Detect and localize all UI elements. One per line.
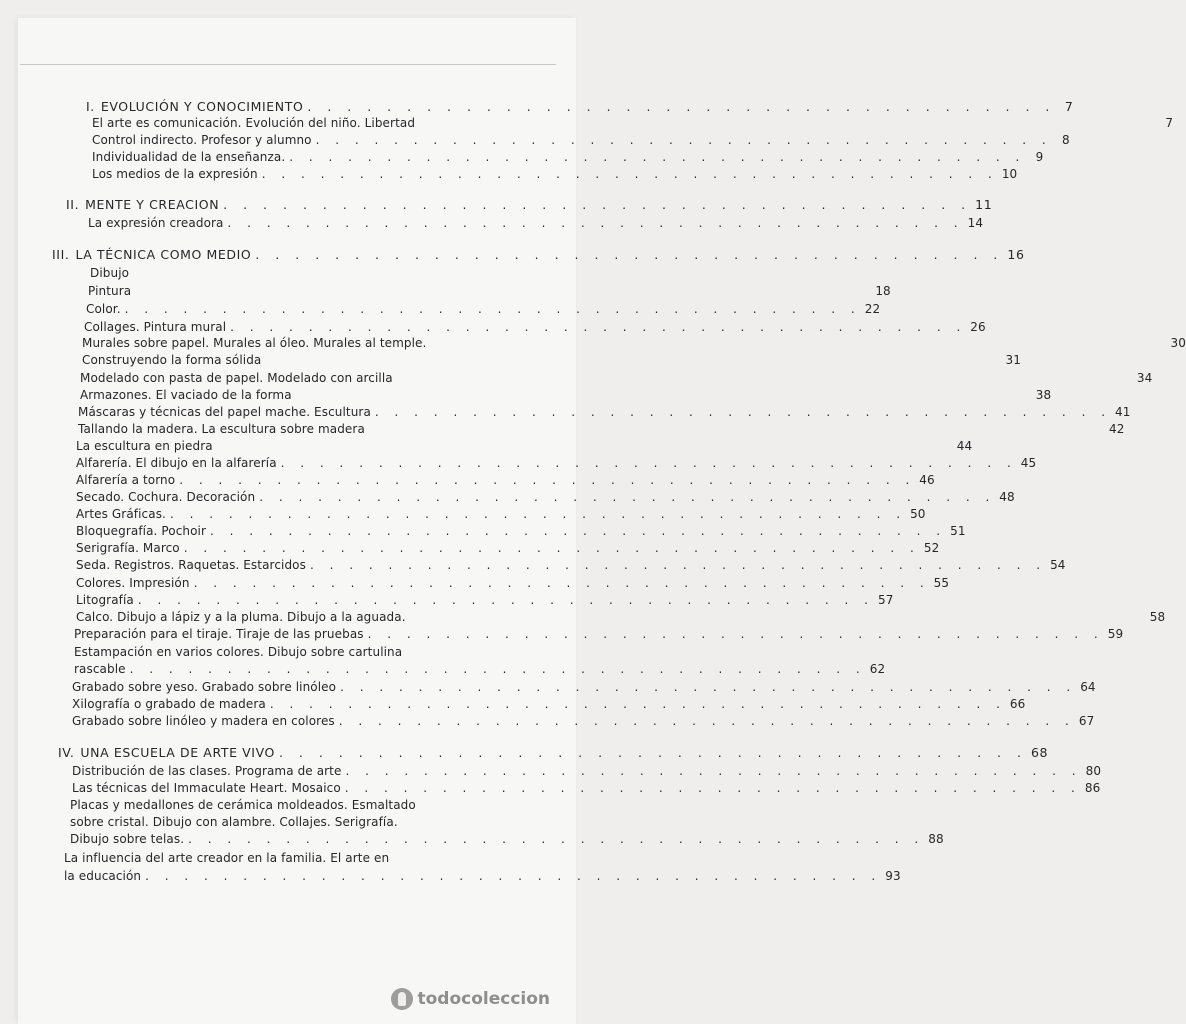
toc-entry-row (78, 405, 1131, 419)
entry-title: Preparación para el tiraje. Tiraje de las pruebas (74, 627, 364, 641)
entry-title: Alfarería. El dibujo en la alfarería (76, 456, 277, 470)
toc-entry-row (92, 150, 1044, 164)
entry-title: Dibujo (90, 266, 130, 280)
entry-title: La escultura en piedra (76, 439, 213, 453)
entry-title: Control indirecto. Profesor y alumno (92, 133, 312, 147)
entry-title: Collages. Pintura mural (84, 320, 227, 334)
toc-entry-row (84, 320, 986, 334)
entry-title: Secado. Cochura. Decoración (76, 490, 256, 504)
dot-leader: . . . . . . . . . . . . . . . . . . . . . . . . . . . . . . . . . . . . . . (129, 662, 866, 676)
entry-title: Serigrafía. Marco (76, 541, 180, 555)
toc-entry-row (72, 697, 1026, 711)
entry-title: Individualidad de la enseñanza. (92, 150, 286, 164)
toc-entry-row (86, 302, 881, 316)
toc-entry-row (76, 541, 940, 555)
page-number: 9 (1035, 150, 1044, 164)
page-number: 41 (1115, 405, 1131, 419)
page-number: 16 (1007, 247, 1025, 262)
entry-title: Distribución de las clases. Programa de arte (72, 764, 342, 778)
toc-entry-row (88, 284, 891, 298)
toc-entry-row (78, 422, 1125, 436)
dot-leader: . . . . . . . . . . . . . . . . . . . . . . . . . . . . . . . . . . . . . . (179, 473, 916, 487)
page-number: 44 (956, 439, 973, 453)
dot-leader: . . . . . . . . . . . . . . . . . . . . . . . . . . . . . . . . . . . . . . (255, 247, 1004, 262)
dot-leader: . . . . . . . . . . . . . . . . . . . . . . . . . . . . . . . . . . . . . . (227, 216, 964, 230)
dot-leader: . . . . . . . . . . . . . . . . . . . . . . . . . . . . . . . . . . . . . . (278, 745, 1027, 760)
page-number: 18 (875, 284, 891, 298)
toc-entry-row (90, 266, 470, 280)
entry-title: Construyendo la forma sólida (82, 353, 262, 367)
page-number: 59 (1107, 627, 1124, 641)
page-number: 48 (999, 490, 1015, 504)
dot-leader: . . . . . . . . . . . . . . . . . . . . . . . . . . . . . . . . . . . . . . (124, 302, 861, 316)
entry-title: La influencia del arte creador en la familia. El arte en (64, 851, 390, 865)
page-number: 80 (1085, 764, 1102, 778)
toc-entry-row (74, 627, 1124, 641)
entry-title: Modelado con pasta de papel. Modelado con arcilla (80, 371, 393, 385)
dot-leader: . . . . . . . . . . . . . . . . . . . . . . . . . . . . . . . . . . . . . . (137, 593, 874, 607)
entry-title: La expresión creadora (88, 216, 224, 230)
entry-title: Máscaras y técnicas del papel mache. Escultura (78, 405, 371, 419)
entry-title: Las técnicas del Immaculate Heart. Mosaico (72, 781, 341, 795)
watermark-text: todocoleccion (417, 989, 550, 1009)
entry-title: Pintura (88, 284, 132, 298)
toc-entry-row (64, 869, 901, 883)
page-number: 8 (1061, 133, 1070, 147)
entry-title: Dibujo sobre telas. (70, 832, 185, 846)
dot-leader: . . . . . . . . . . . . . . . . . . . . . . . . . . . . . . . . . . . . . . (210, 524, 947, 538)
entry-title: Bloquegrafía. Pochoir (76, 524, 207, 538)
toc-entry-row (72, 764, 1102, 778)
page-number: 88 (928, 832, 944, 846)
toc-entry-row (74, 645, 470, 659)
dot-leader: . . . . . . . . . . . . . . . . . . . . . . . . . . . . . . . . . . . . . . (307, 99, 1056, 114)
toc-chapter-row (86, 99, 1074, 114)
entry-title: Murales sobre papel. Murales al óleo. Murales al temple. (82, 336, 427, 350)
page-number: 86 (1084, 781, 1101, 795)
toc-entry-row (76, 439, 973, 453)
toc-chapter-row (52, 247, 1025, 262)
page-number: 31 (1005, 353, 1021, 367)
dot-leader: . . . . . . . . . . . . . . . . . . . . . . . . . . . . . . . . . . . . . . (315, 133, 1052, 147)
toc-entry-row (70, 815, 440, 829)
toc-entry-row (80, 371, 1153, 385)
watermark (391, 988, 550, 1010)
entry-title: Xilografía o grabado de madera (72, 697, 266, 711)
chapter-title: UNA ESCUELA DE ARTE VIVO (80, 745, 275, 760)
toc-entry-row (76, 490, 1015, 504)
dot-leader: . . . . . . . . . . . . . . . . . . . . . . . . . . . . . . . . . . . . . . (261, 167, 998, 181)
toc-entry-row (70, 798, 440, 812)
entry-title: Placas y medallones de cerámica moldeados. Esmaltado (70, 798, 416, 812)
toc-entry-row (72, 680, 1096, 694)
toc-entry-row (92, 133, 1070, 147)
page-number: 46 (919, 473, 935, 487)
chapter-number: IV. (58, 745, 75, 760)
dot-leader: . . . . . . . . . . . . . . . . . . . . . . . . . . . . . . . . . . . . . . (309, 558, 1047, 572)
toc-entry-row (70, 832, 944, 846)
page-number: 7 (1165, 116, 1174, 130)
dot-leader: . . . . . . . . . . . . . . . . . . . . . . . . . . . . . . . . . . . . . . (345, 764, 1082, 778)
page-number: 30 (1170, 336, 1186, 350)
dot-leader: . . . . . . . . . . . . . . . . . . . . . . . . . . . . . . . . . . . . . . (280, 456, 1017, 470)
chapter-title: MENTE Y CREACION (85, 197, 220, 212)
page-number: 50 (910, 507, 926, 521)
dot-leader: . . . . . . . . . . . . . . . . . . . . . . . . . . . . . . . . . . . . . . (259, 490, 996, 504)
page-number: 64 (1080, 680, 1096, 694)
toc-chapter-row (66, 197, 993, 212)
toc-entry-row (92, 116, 1174, 130)
entry-title: Color. (86, 302, 121, 316)
dot-leader: . . . . . . . . . . . . . . . . . . . . . . . . . . . . . . . . . . . . . . (169, 507, 907, 521)
toc-entry-row (72, 714, 1095, 728)
chapter-title: LA TÉCNICA COMO MEDIO (75, 247, 252, 262)
page-number: 45 (1020, 456, 1037, 470)
chapter-number: I. (86, 99, 95, 114)
page-number: 42 (1109, 422, 1125, 436)
toc-entry-row (80, 388, 1052, 402)
page-number: 55 (933, 576, 950, 590)
page-number: 51 (950, 524, 966, 538)
dot-leader: . . . . . . . . . . . . . . . . . . . . . . . . . . . . . . . . . . . . . . (193, 576, 930, 590)
page-number: 58 (1149, 610, 1166, 624)
dot-leader: . . . . . . . . . . . . . . . . . . . . . . . . . . . . . . . . . . . . . . (223, 197, 972, 212)
toc-entry-row (72, 781, 1101, 795)
dot-leader: . . . . . . . . . . . . . . . . . . . . . . . . . . . . . . . . . . . . . . (289, 150, 1026, 164)
page-number: 38 (1035, 388, 1052, 402)
page-number: 10 (1001, 167, 1018, 181)
page-number: 57 (877, 593, 894, 607)
dot-leader: . . . . . . . . . . . . . . . . . . . . . . . . . . . . . . . . . . . . . . (344, 781, 1081, 795)
toc-entry-row (76, 473, 935, 487)
chapter-number: III. (52, 247, 70, 262)
chapter-number: II. (66, 197, 80, 212)
toc-entry-row (76, 576, 950, 590)
entry-title: Colores. Impresión (76, 576, 190, 590)
dot-leader: . . . . . . . . . . . . . . . . . . . . . . . . . . . . . . . . . . . . . . (367, 627, 1104, 641)
toc-entry-row (76, 593, 894, 607)
page-number: 54 (1050, 558, 1066, 572)
dot-leader: . . . . . . . . . . . . . . . . . . . . . . . . . . . . . . . . . . . . . . (145, 869, 882, 883)
dot-leader: . . . . . . . . . . . . . . . . . . . . . . . . . . . . . . . . . . . . . . (340, 680, 1077, 694)
dot-leader: . . . . . . . . . . . . . . . . . . . . . . . . . . . . . . . . . . . . . . (230, 320, 967, 334)
entry-title: Grabado sobre yeso. Grabado sobre linóleo (72, 680, 337, 694)
page-number: 66 (1009, 697, 1026, 711)
entry-title: sobre cristal. Dibujo con alambre. Collajes. Serigrafía. (70, 815, 398, 829)
dot-leader: . . . . . . . . . . . . . . . . . . . . . . . . . . . . . . . . . . . . . . (188, 832, 925, 846)
entry-title: El arte es comunicación. Evolución del niño. Libertad (92, 116, 416, 130)
entry-title: la educación (64, 869, 142, 883)
entry-title: Seda. Registros. Raquetas. Estarcidos (76, 558, 306, 572)
entry-title: Litografía (76, 593, 134, 607)
page-number: 52 (923, 541, 940, 555)
entry-title: Los medios de la expresión (92, 167, 258, 181)
toc-entry-row (76, 456, 1037, 470)
dot-leader: . . . . . . . . . . . . . . . . . . . . . . . . . . . . . . . . . . . . . . (183, 541, 920, 555)
dot-leader: . . . . . . . . . . . . . . . . . . . . . . . . . . . . . . . . . . . . . . (338, 714, 1075, 728)
entry-title: Tallando la madera. La escultura sobre madera (78, 422, 365, 436)
toc-entry-row (64, 851, 440, 865)
todocoleccion-logo-icon (391, 988, 413, 1010)
entry-title: rascable (74, 662, 126, 676)
entry-title: Armazones. El vaciado de la forma (80, 388, 292, 402)
page-number: 68 (1030, 745, 1049, 760)
page-number: 34 (1136, 371, 1153, 385)
toc-entry-row (74, 662, 886, 676)
toc-entry-row (82, 336, 1186, 350)
toc-entry-row (76, 610, 1166, 624)
dot-leader: . . . . . . . . . . . . . . . . . . . . . . . . . . . . . . . . . . . . . . (269, 697, 1006, 711)
page-number: 11 (975, 197, 993, 212)
entry-title: Grabado sobre linóleo y madera en colores (72, 714, 335, 728)
page-number: 93 (885, 869, 901, 883)
page-number: 26 (970, 320, 986, 334)
toc-entry-row (76, 558, 1066, 572)
entry-title: Artes Gráficas. (76, 507, 166, 521)
page-number: 14 (967, 216, 984, 230)
entry-title: Estampación en varios colores. Dibujo sobre cartulina (74, 645, 403, 659)
toc-entry-row (82, 353, 1021, 367)
toc-entry-row (76, 524, 966, 538)
toc-chapter-row (58, 745, 1049, 760)
page-number: 67 (1078, 714, 1095, 728)
toc-entry-row (76, 507, 926, 521)
chapter-title: EVOLUCIÓN Y CONOCIMIENTO (100, 99, 304, 114)
page-number: 22 (864, 302, 881, 316)
dot-leader: . . . . . . . . . . . . . . . . . . . . . . . . . . . . . . . . . . . . . . (374, 405, 1112, 419)
entry-title: Alfarería a torno (76, 473, 176, 487)
page-number: 62 (869, 662, 886, 676)
page-number: 7 (1064, 99, 1074, 114)
entry-title: Calco. Dibujo a lápiz y a la pluma. Dibujo a la aguada. (76, 610, 406, 624)
toc-entry-row (88, 216, 984, 230)
toc-entry-row (92, 167, 1018, 181)
